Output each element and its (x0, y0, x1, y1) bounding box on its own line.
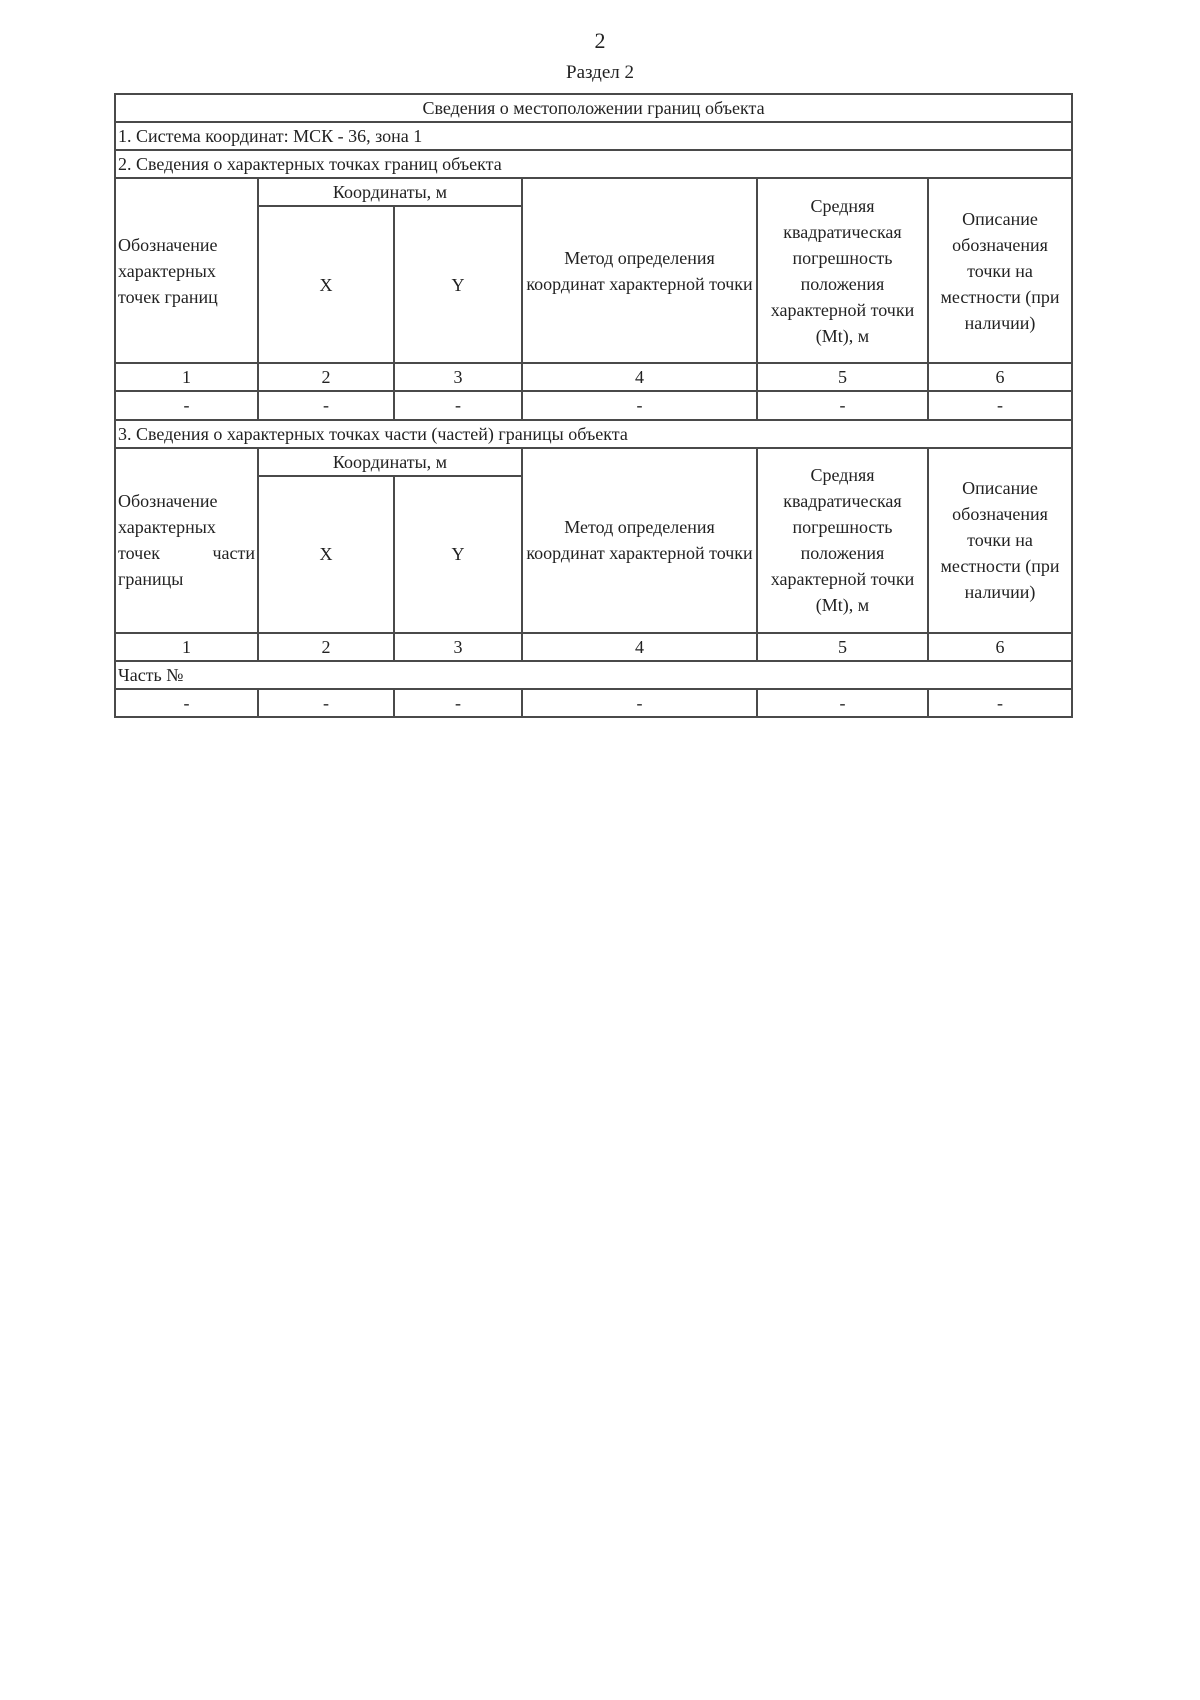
block2-col-description: Описание обозначения точки на местности (при наличии) (928, 448, 1072, 633)
block1-colnum: 4 (522, 363, 757, 391)
block1-col-y: Y (394, 206, 522, 363)
block2-col-method: Метод определения координат характерной точки (522, 448, 757, 633)
block2-col-designation: Обозначение характерных точек части границы (115, 448, 258, 633)
block1-colnum: 1 (115, 363, 258, 391)
block1-cell: - (115, 391, 258, 419)
section-title: Раздел 2 (566, 62, 634, 83)
block1-colnum: 2 (258, 363, 394, 391)
block1-colnum: 3 (394, 363, 522, 391)
table-row (115, 391, 1072, 419)
block2-heading: 3. Сведения о характерных точках части (частей) границы объекта (115, 420, 1072, 448)
block2-part-label: Часть № (115, 661, 1072, 689)
block2-colnum: 3 (394, 633, 522, 661)
block1-colnum: 6 (928, 363, 1072, 391)
table-title: Сведения о местоположении границ объекта (115, 94, 1072, 122)
block2-colnum: 2 (258, 633, 394, 661)
block1-col-error: Средняя квадратическая погрешность положения характерной точки (Mt), м (757, 178, 928, 363)
page-number: 2 (594, 28, 606, 53)
block2-col-error: Средняя квадратическая погрешность положения характерной точки (Mt), м (757, 448, 928, 633)
block2-colnum: 4 (522, 633, 757, 661)
block2-cell: - (928, 689, 1072, 717)
block2-cell: - (258, 689, 394, 717)
block2-coords-group: Координаты, м (258, 448, 522, 476)
block2-col-y: Y (394, 476, 522, 633)
block1-heading: 2. Сведения о характерных точках границ объекта (115, 150, 1072, 178)
block2-colnum: 5 (757, 633, 928, 661)
block1-colnum: 5 (757, 363, 928, 391)
block1-col-x: X (258, 206, 394, 363)
boundary-table (114, 93, 1073, 718)
block2-colnum: 1 (115, 633, 258, 661)
block1-cell: - (928, 391, 1072, 419)
block1-cell: - (258, 391, 394, 419)
block1-coords-group: Координаты, м (258, 178, 522, 206)
block2-cell: - (115, 689, 258, 717)
block1-col-method: Метод определения координат характерной точки (522, 178, 757, 363)
block2-colnum: 6 (928, 633, 1072, 661)
block1-cell: - (394, 391, 522, 419)
table-row (115, 689, 1072, 717)
block2-cell: - (522, 689, 757, 717)
block1-col-designation: Обозначение характерных точек границ (115, 178, 258, 363)
block1-col-description: Описание обозначения точки на местности (при наличии) (928, 178, 1072, 363)
block2-cell: - (394, 689, 522, 717)
block2-cell: - (757, 689, 928, 717)
block2-col-x: X (258, 476, 394, 633)
block1-cell: - (757, 391, 928, 419)
coord-system: 1. Система координат: МСК - 36, зона 1 (115, 122, 1072, 150)
block1-cell: - (522, 391, 757, 419)
